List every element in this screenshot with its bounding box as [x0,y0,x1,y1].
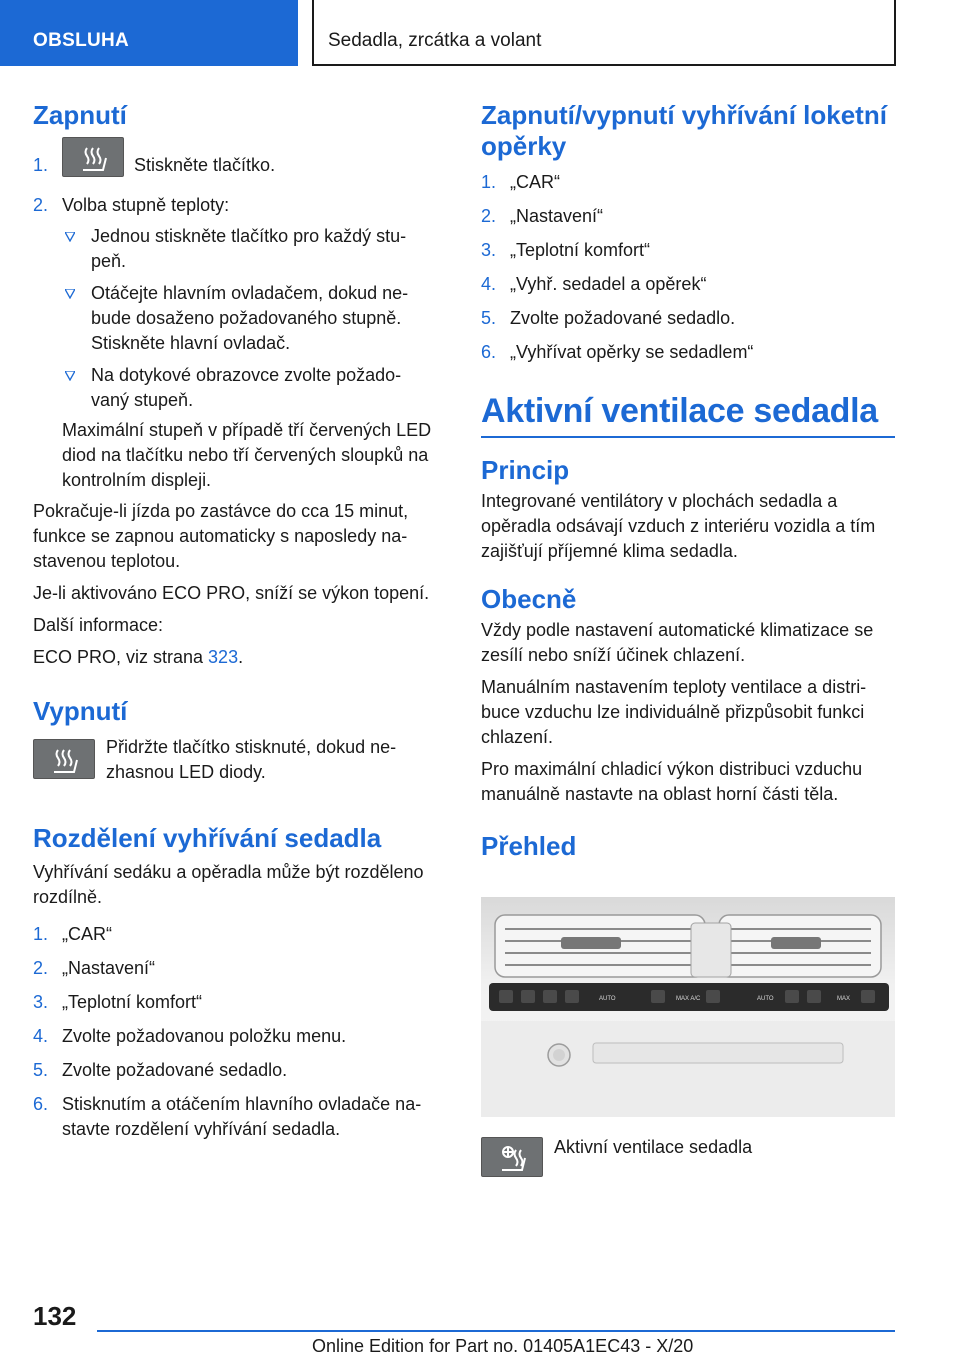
step-number: 4. [33,1026,49,1046]
eco-page-link[interactable]: 323 [208,647,239,667]
step-number: 1. [481,172,497,192]
triangle-bullet-icon [65,371,75,381]
princip-text: Integrované ventilátory v plochách sedadla a opěradla odsávají vzduch z interiéru vozidla a tím zajišťují příjemné klima sedadla. [481,491,876,561]
vypnuti-block [33,739,448,799]
step-number: 4. [481,274,497,294]
photo-label: AUTO [757,996,774,1002]
step-number: 6. [481,342,497,362]
step-text: Zvolte požadované sedadlo. [510,308,736,328]
step-text: Stiskněte tlačítko. [134,155,276,175]
triangle-bullet-icon [65,289,75,299]
heading-vypnuti: Vypnutí [33,696,128,726]
rozdeleni-text: Vyhřívání sedáku a opěradla může být rozděleno rozdílně. [33,862,424,907]
step-text: „Teplotní komfort“ [510,240,651,260]
header-chapter-label: Sedadla, zrcátka a volant [328,30,542,51]
auto-restart-note: Pokračuje-li jízda po zastávce do cca 15 minut, funkce se zapnou automaticky s naposledy na‐ stavenou teplotou. [33,501,409,571]
step-text: Zvolte požadované sedadlo. [62,1060,288,1080]
right-column [481,100,895,862]
heading-aktivni-ventilace: Aktivní ventilace sedadla [481,392,878,430]
header-section-tab [0,0,298,66]
step-number: 5. [33,1060,49,1080]
eco-reference-text: ECO PRO, viz strana [33,647,209,667]
heading-obecne: Obecně [481,584,577,614]
step-number: 2. [481,206,497,226]
obecne-text-3: Pro maximální chladicí výkon distribuci vzduchu manuálně nastavte na oblast horní části těla. [481,759,863,804]
photo-label: AUTO [599,996,616,1002]
seat-heating-button-icon [33,739,95,779]
list-item [33,1058,448,1083]
header-section-label: OBSLUHA [33,30,130,51]
list-item [481,340,895,365]
list-item [33,193,448,493]
footer-edition: Online Edition for Part no. 01405A1EC43 - X/20 [312,1336,694,1356]
list-item [33,143,448,185]
seat-heating-button-icon [62,137,124,177]
bullet-list [62,224,448,413]
step-number: 3. [481,240,497,260]
rozdeleni-steps [33,922,448,1142]
list-item [33,956,448,981]
ventilace-caption: Aktivní ventilace sedadla [554,1137,753,1157]
step-text: Stisknutím a otáčením hlavního ovladače na‐ stavte rozdělení vyhřívání sedadla. [62,1094,422,1139]
step-text: Volba stupně teploty: [62,195,230,215]
list-item [33,1092,448,1142]
dashboard-illustration [481,897,895,1117]
heading-princip: Princip [481,455,570,485]
step-text: „Vyhřívat opěrky se sedadlem“ [510,342,754,362]
step-text: „CAR“ [510,172,560,192]
bullet-text: Jednou stiskněte tlačítko pro každý stu‐ peň. [91,226,407,271]
obecne-text-1: Vždy podle nastavení automatické klimatizace se zesílí nebo sníží účinek chlazení. [481,620,874,665]
step-number: 2. [33,958,49,978]
heading-loketni-operka: Zapnutí/vypnutí vyhřívání loketní opěrky [481,100,887,161]
step-text: „Nastavení“ [62,958,156,978]
left-column [33,100,448,1142]
more-info-label: Další informace: [33,615,164,635]
list-item [33,990,448,1015]
heading-zapnuti: Zapnutí [33,100,127,130]
photo-label: MAX A/C [676,996,701,1002]
step-number: 2. [33,195,49,215]
list-item [62,363,448,413]
zapnuti-steps [33,143,448,493]
bullet-text: Otáčejte hlavním ovladačem, dokud ne‐ bude dosaženo požadovaného stupně. Stiskněte hlavní ovladač. [91,283,409,353]
seat-ventilation-button-icon [481,1137,543,1177]
section-divider [481,436,895,438]
bullet-text: Na dotykové obrazovce zvolte požado‐ vaný stupeň. [91,365,402,410]
eco-reference-end: . [238,647,244,667]
eco-note: Je-li aktivováno ECO PRO, sníží se výkon topení. [33,583,430,603]
header-chapter-box [312,0,896,66]
step-text: „Vyhř. sedadel a opěrek“ [510,274,707,294]
step-text: „Teplotní komfort“ [62,992,203,1012]
heading-prehled: Přehled [481,831,577,861]
loketni-steps [481,170,895,365]
obecne-text-2: Manuálním nastavením teploty ventilace a distri‐ buce vzduchu lze individuálně přizpůsobit funkci chlazení. [481,677,867,747]
step-number: 3. [33,992,49,1012]
step-text: „CAR“ [62,924,112,944]
list-item [481,272,895,297]
footer-divider [97,1330,895,1332]
step-text: „Nastavení“ [510,206,604,226]
step-number: 5. [481,308,497,328]
step-number: 1. [33,924,49,944]
eco-reference [33,645,448,670]
step-number: 6. [33,1094,49,1114]
list-item [33,1024,448,1049]
list-item [481,204,895,229]
dashboard-photo [481,897,895,1117]
list-item [33,922,448,947]
vypnuti-text: Přidržte tlačítko stisknuté, dokud ne‐ zhasnou LED diody. [106,737,397,782]
page-number: 132 [33,1301,77,1331]
list-item [481,238,895,263]
list-item [481,306,895,331]
photo-label: MAX [837,996,851,1002]
ventilace-caption-block [481,1137,895,1177]
step-number: 1. [33,155,49,175]
heading-rozdeleni: Rozdělení vyhřívání sedadla [33,823,382,853]
triangle-bullet-icon [65,232,75,242]
list-item [62,281,448,356]
list-item [481,170,895,195]
list-item [62,224,448,274]
step-text: Zvolte požadovanou položku menu. [62,1026,347,1046]
max-level-note: Maximální stupeň v případě tří červených LED diod na tlačítku nebo tří červených sloupků na kontrolním displeji. [62,420,432,490]
